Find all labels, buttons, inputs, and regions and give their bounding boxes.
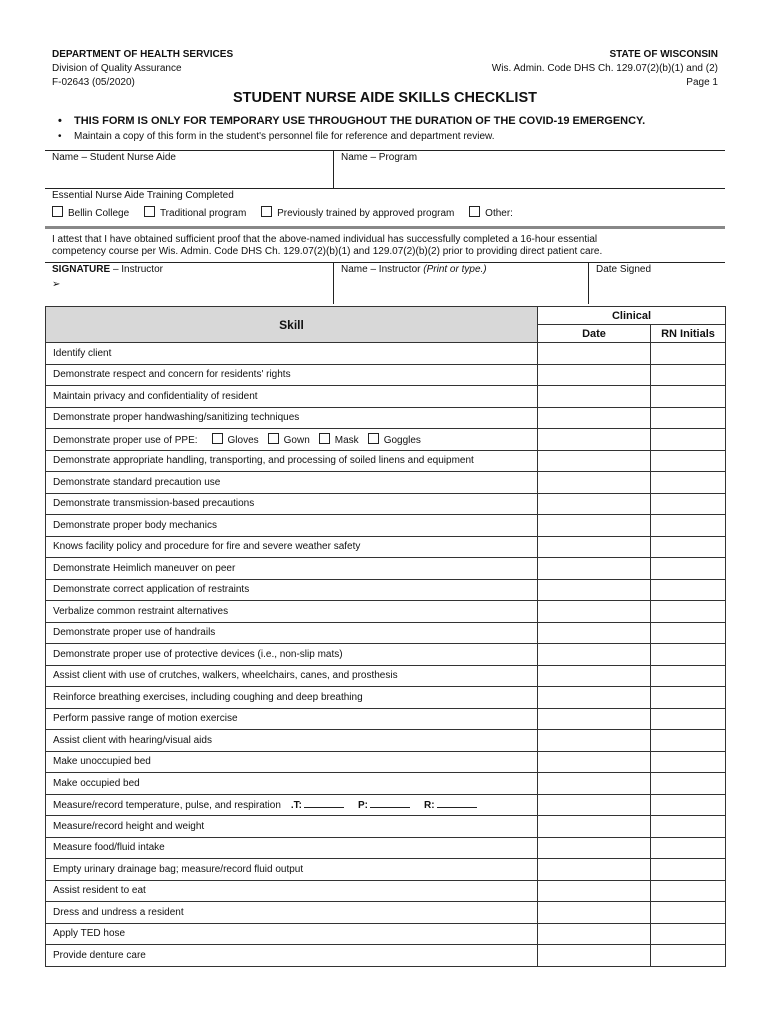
clinical-date-cell[interactable] — [538, 493, 651, 515]
training-option-previous[interactable]: Previously trained by approved program — [249, 208, 454, 219]
training-option-bellin[interactable]: Bellin College — [52, 208, 129, 219]
checkbox[interactable] — [368, 433, 379, 444]
rn-initials-cell[interactable] — [651, 794, 726, 816]
skill-cell: Measure/record height and weight — [46, 816, 538, 838]
rn-initials-cell[interactable] — [651, 880, 726, 902]
rn-initials-cell[interactable] — [651, 837, 726, 859]
clinical-date-cell[interactable] — [538, 837, 651, 859]
rn-initials-cell[interactable] — [651, 579, 726, 601]
clinical-date-cell[interactable] — [538, 708, 651, 730]
skill-cell: Make unoccupied bed — [46, 751, 538, 773]
skill-cell: Demonstrate correct application of restraints — [46, 579, 538, 601]
instructor-name-field[interactable] — [341, 264, 487, 275]
checkbox[interactable] — [212, 433, 223, 444]
divider — [588, 262, 589, 304]
clinical-date-cell[interactable] — [538, 622, 651, 644]
clinical-date-cell[interactable] — [538, 773, 651, 795]
rn-initials-cell[interactable] — [651, 515, 726, 537]
skill-cell: Demonstrate standard precaution use — [46, 472, 538, 494]
rn-initials-cell[interactable] — [651, 601, 726, 623]
skill-label: Demonstrate proper use of PPE: — [53, 434, 198, 446]
table-row — [46, 407, 726, 429]
clinical-date-cell[interactable] — [538, 386, 651, 408]
skill-cell: Dress and undress a resident — [46, 902, 538, 924]
clinical-date-cell[interactable] — [538, 902, 651, 924]
table-row — [46, 708, 726, 730]
skill-cell: Perform passive range of motion exercise — [46, 708, 538, 730]
skill-cell: Demonstrate appropriate handling, transporting, and processing of soiled linens and equipment — [46, 450, 538, 472]
signature-sublabel: – Instructor — [112, 264, 163, 275]
clinical-date-cell[interactable] — [538, 923, 651, 945]
program-name-label: Name – Program — [341, 152, 418, 163]
table-row — [46, 364, 726, 386]
header-left — [52, 48, 233, 90]
table-row — [46, 493, 726, 515]
skill-header: Skill — [46, 307, 538, 343]
rn-initials-header: RN Initials — [651, 325, 726, 343]
skill-cell: Maintain privacy and confidentiality of resident — [46, 386, 538, 408]
clinical-date-cell[interactable] — [538, 644, 651, 666]
training-option-traditional[interactable]: Traditional program — [132, 208, 246, 219]
table-row — [46, 536, 726, 558]
clinical-date-cell[interactable] — [538, 579, 651, 601]
date-signed-field[interactable] — [596, 264, 651, 275]
table-row — [46, 450, 726, 472]
skills-table — [45, 306, 726, 967]
admin-code: Wis. Admin. Code DHS Ch. 129.07(2)(b)(1) and (2) — [491, 63, 718, 74]
table-row — [46, 601, 726, 623]
table-row — [46, 837, 726, 859]
rn-initials-cell[interactable] — [651, 708, 726, 730]
rn-initials-cell[interactable] — [651, 859, 726, 881]
skill-cell: Empty urinary drainage bag; measure/record fluid output — [46, 859, 538, 881]
clinical-date-cell[interactable] — [538, 515, 651, 537]
table-row — [46, 773, 726, 795]
clinical-date-cell[interactable] — [538, 558, 651, 580]
instructions — [58, 114, 645, 144]
skill-label: Measure/record temperature, pulse, and respiration — [53, 799, 281, 811]
table-row — [46, 880, 726, 902]
section-divider — [45, 226, 725, 229]
divider — [333, 262, 334, 304]
ppe-option-label: Gown — [283, 434, 310, 446]
skill-cell: Demonstrate proper body mechanics — [46, 515, 538, 537]
skill-cell: Measure food/fluid intake — [46, 837, 538, 859]
respiration-input[interactable] — [437, 799, 477, 808]
divider — [45, 150, 725, 151]
table-row — [46, 343, 726, 365]
covid-notice: • THIS FORM IS ONLY FOR TEMPORARY USE THROUGHOUT THE DURATION OF THE COVID-19 EMERGENCY. — [58, 114, 645, 129]
rn-initials-cell[interactable] — [651, 536, 726, 558]
clinical-date-cell[interactable] — [538, 472, 651, 494]
table-row — [46, 730, 726, 752]
skill-cell: Demonstrate proper use of protective devices (i.e., non-slip mats) — [46, 644, 538, 666]
rn-initials-cell[interactable] — [651, 687, 726, 709]
retention-notice: • Maintain a copy of this form in the student's personnel file for reference and department review. — [58, 129, 645, 144]
rn-initials-cell[interactable] — [651, 493, 726, 515]
skill-cell: Provide denture care — [46, 945, 538, 967]
date-header: Date — [538, 325, 651, 343]
table-row — [46, 902, 726, 924]
skill-cell: Demonstrate proper use of handrails — [46, 622, 538, 644]
clinical-date-cell[interactable] — [538, 945, 651, 967]
table-row — [46, 579, 726, 601]
ppe-option-label: Gloves — [227, 434, 259, 446]
clinical-date-cell[interactable] — [538, 687, 651, 709]
skill-cell: Reinforce breathing exercises, including coughing and deep breathing — [46, 687, 538, 709]
checkbox[interactable] — [469, 206, 480, 217]
form-id: F-02643 (05/2020) — [52, 77, 135, 88]
student-name-field[interactable] — [52, 152, 176, 163]
clinical-date-cell[interactable] — [538, 407, 651, 429]
rn-initials-cell[interactable] — [651, 902, 726, 924]
checkbox[interactable] — [144, 206, 155, 217]
table-row — [46, 816, 726, 838]
skill-cell: Demonstrate transmission-based precautions — [46, 493, 538, 515]
clinical-date-cell[interactable] — [538, 601, 651, 623]
ppe-option-label: Mask — [334, 434, 359, 446]
skill-cell: Verbalize common restraint alternatives — [46, 601, 538, 623]
student-name-label: Name – Student Nurse Aide — [52, 152, 176, 163]
respiration-label: R: — [424, 799, 435, 811]
department-name: DEPARTMENT OF HEALTH SERVICES — [52, 49, 234, 60]
clinical-date-cell[interactable] — [538, 859, 651, 881]
skill-cell: Assist client with use of crutches, walkers, wheelchairs, canes, and prosthesis — [46, 665, 538, 687]
arrow-icon: ➢ — [52, 279, 61, 290]
rn-initials-cell[interactable] — [651, 343, 726, 365]
table-row — [46, 558, 726, 580]
skill-cell — [46, 429, 538, 451]
rn-initials-cell[interactable] — [651, 558, 726, 580]
rn-initials-cell[interactable] — [651, 816, 726, 838]
checkbox[interactable] — [319, 433, 330, 444]
checkbox[interactable] — [52, 206, 63, 217]
pulse-label: P: — [358, 799, 369, 811]
rn-initials-cell[interactable] — [651, 407, 726, 429]
division-name: Division of Quality Assurance — [52, 63, 182, 74]
ppe-option-label: Goggles — [383, 434, 421, 446]
clinical-date-cell[interactable] — [538, 429, 651, 451]
rn-initials-cell[interactable] — [651, 773, 726, 795]
skill-cell: Demonstrate proper handwashing/sanitizing techniques — [46, 407, 538, 429]
instructor-name-label: Name – Instructor — [341, 264, 421, 275]
rn-initials-cell[interactable] — [651, 644, 726, 666]
table-row — [46, 665, 726, 687]
pulse-input[interactable] — [370, 799, 410, 808]
table-row — [46, 687, 726, 709]
clinical-header: Clinical — [538, 307, 726, 325]
training-options — [52, 206, 513, 219]
date-signed-label: Date Signed — [596, 264, 652, 275]
program-name-field[interactable] — [341, 152, 417, 163]
skill-cell: Assist client with hearing/visual aids — [46, 730, 538, 752]
rn-initials-cell[interactable] — [651, 665, 726, 687]
skill-cell: Assist resident to eat — [46, 880, 538, 902]
divider — [333, 150, 334, 188]
checkbox[interactable] — [261, 206, 272, 217]
table-row — [46, 472, 726, 494]
clinical-date-cell[interactable] — [538, 816, 651, 838]
attestation-line-1: I attest that I have obtained sufficient proof that the above-named individual has successfully completed a 16-hour essential — [52, 234, 598, 245]
clinical-date-cell[interactable] — [538, 880, 651, 902]
table-row — [46, 859, 726, 881]
skill-cell: Demonstrate Heimlich maneuver on peer — [46, 558, 538, 580]
rn-initials-cell[interactable] — [651, 923, 726, 945]
skill-cell: Identify client — [46, 343, 538, 365]
divider — [45, 262, 725, 263]
skill-cell — [46, 794, 538, 816]
signature-label: SIGNATURE — [52, 264, 111, 275]
clinical-date-cell[interactable] — [538, 665, 651, 687]
skill-cell: Make occupied bed — [46, 773, 538, 795]
divider — [45, 188, 725, 189]
temperature-label: .T: — [290, 799, 303, 811]
skill-cell: Apply TED hose — [46, 923, 538, 945]
training-option-other[interactable]: Other: — [457, 208, 513, 219]
table-row — [46, 622, 726, 644]
clinical-date-cell[interactable] — [538, 450, 651, 472]
instructor-name-hint: (Print or type.) — [423, 264, 487, 275]
rn-initials-cell[interactable] — [651, 450, 726, 472]
clinical-date-cell[interactable] — [538, 364, 651, 386]
rn-initials-cell[interactable] — [651, 730, 726, 752]
skill-cell: Knows facility policy and procedure for fire and severe weather safety — [46, 536, 538, 558]
table-row — [46, 429, 726, 451]
checkbox[interactable] — [268, 433, 279, 444]
temperature-input[interactable] — [304, 799, 344, 808]
rn-initials-cell[interactable] — [651, 386, 726, 408]
table-row — [46, 751, 726, 773]
rn-initials-cell[interactable] — [651, 429, 726, 451]
clinical-date-cell[interactable] — [538, 343, 651, 365]
rn-initials-cell[interactable] — [651, 622, 726, 644]
table-row — [46, 515, 726, 537]
table-row — [46, 945, 726, 967]
clinical-date-cell[interactable] — [538, 794, 651, 816]
attestation-line-2: competency course per Wis. Admin. Code DHS Ch. 129.07(2)(b)(1) and 129.07(2)(b)(2) prior to providing direct patient care. — [52, 246, 603, 257]
rn-initials-cell[interactable] — [651, 945, 726, 967]
table-row — [46, 386, 726, 408]
attestation — [52, 234, 602, 258]
rn-initials-cell[interactable] — [651, 472, 726, 494]
training-label: Essential Nurse Aide Training Completed — [52, 190, 234, 201]
signature-field[interactable] — [52, 264, 163, 290]
rn-initials-cell[interactable] — [651, 751, 726, 773]
skill-cell: Demonstrate respect and concern for residents' rights — [46, 364, 538, 386]
table-row — [46, 923, 726, 945]
header-right — [492, 48, 718, 90]
clinical-date-cell[interactable] — [538, 730, 651, 752]
page-number: Page 1 — [686, 77, 718, 88]
table-row — [46, 644, 726, 666]
state-name: STATE OF WISCONSIN — [609, 49, 718, 60]
table-row — [46, 794, 726, 816]
rn-initials-cell[interactable] — [651, 364, 726, 386]
clinical-date-cell[interactable] — [538, 751, 651, 773]
clinical-date-cell[interactable] — [538, 536, 651, 558]
page-title: STUDENT NURSE AIDE SKILLS CHECKLIST — [233, 90, 537, 106]
